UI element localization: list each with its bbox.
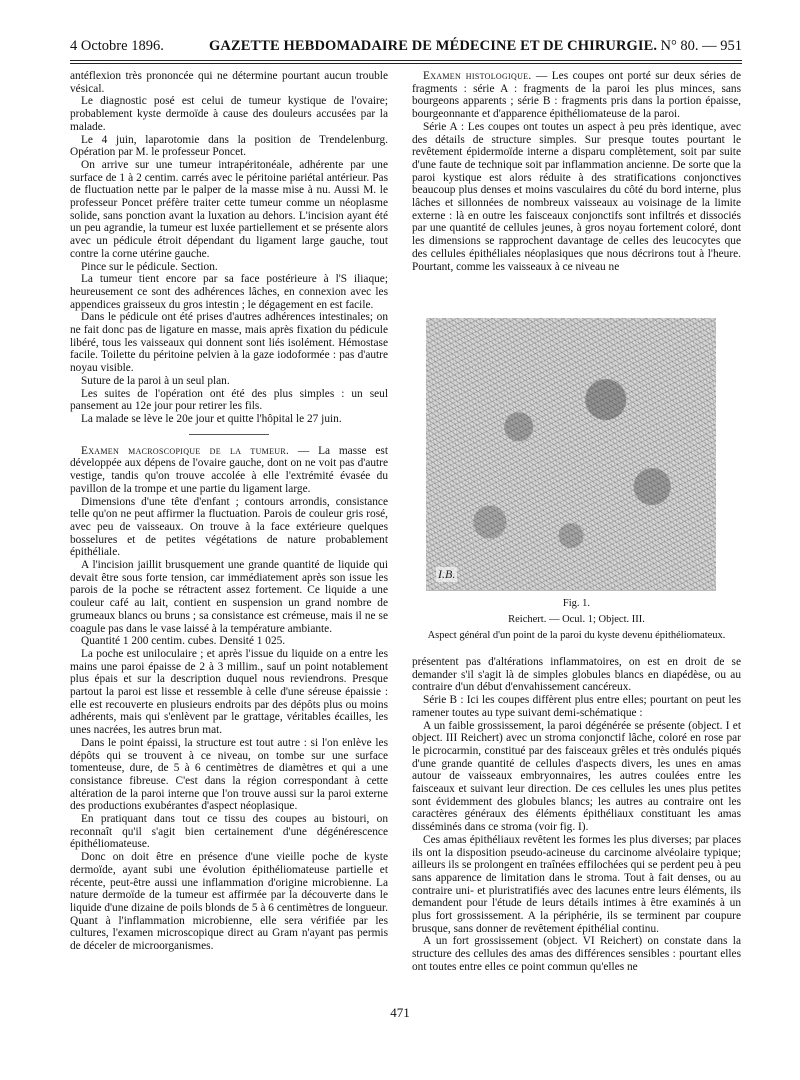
paragraph: Suture de la paroi à un seul plan. bbox=[81, 374, 230, 387]
paragraph: Ces amas épithéliaux revêtent les formes les plus diverses; par places ils ont la disposition pseudo-acineuse du carcinome alvéolaire typique; ailleurs ils se prolongent en traînées effilochées qui se perdent peu à peu sans apparence de limitation dans le stroma. Tout à fait denses, ou au contraire uni- et pluristratifiés avec des lacunes entre leurs éléments, ils demandent pour l'étude de leurs détails intimes à être examinés à un plus fort grossissement. A la périphérie, ils se terminent par coupure brusque, sans donner de revêtement épithélial continu. bbox=[412, 833, 741, 935]
paragraph: Dans le point épaissi, la structure est tout autre : si l'on enlève les dépôts qui se trouvent à ce niveau, on tombe sur une surface tomenteuse, dure, de 5 à 6 centimètres de diamètres et qui a une consistance fibreuse. C'est dans la région correspondant à cette altération de la paroi interne que l'on trouve aussi sur la paroi externe des productions exubérantes d'aspect néoplasique. bbox=[70, 736, 388, 813]
paragraph: En pratiquant dans tout ce tissu des coupes au bistouri, on reconnaît qu'il s'agit bien certainement d'une dégénérescence épithéliomateuse. bbox=[70, 813, 388, 851]
header-rule-top bbox=[70, 60, 742, 61]
section-text: — La masse est développée aux dépens de l'ovaire gauche, dont on ne voit pas d'autre vestige, tandis qu'on trouve accolée à elle l'extrémité évasée du pavillon de la trompe et une partie du ligament large. bbox=[70, 444, 388, 495]
paragraph: La tumeur tient encore par sa face postérieure à l'S iliaque; heureusement ce sont des adhérences lâches, en connexion avec les appendices graisseux du gros intestin ; le dégagement en est facile. bbox=[70, 273, 388, 311]
paragraph: Quantité 1 200 centim. cubes. Densité 1 025. bbox=[81, 635, 286, 648]
section-paragraph bbox=[412, 70, 741, 121]
paragraph: Dans le pédicule ont été prises d'autres adhérences intestinales; on ne fait donc pas de ligature en masse, mais après fixation du pédicule libéré, tous les vaisseaux qui donnent sont liés isolément. Hémostase facile. Toilette du péritoine pelvien à la gaze iodoformée : pas d'autre noyau visible. bbox=[70, 311, 388, 375]
figure-label: Fig. 1. bbox=[562, 598, 591, 609]
paragraph: La poche est uniloculaire ; et après l'issue du liquide on a entre les mains une paroi épaisse de 2 à 3 millim., sauf un point notablement plus épais et sur la description duquel nous reviendrons. Presque partout la paroi est lisse et ressemble à celle d'une séreuse épaissie : elle est recouverte en plusieurs endroits par des dépôts plus ou moins adhérents, mais qui s'enlèvent par le grattage, véritables écailles, les unes nacrées, les autres brun mat. bbox=[70, 647, 388, 737]
journal-title: GAZETTE HEBDOMADAIRE DE MÉDECINE ET DE CHIRURGIE. bbox=[209, 38, 658, 54]
figure-objective: Reichert. — Ocul. 1; Object. III. bbox=[508, 614, 645, 625]
figure-caption: Aspect général d'un point de la paroi du kyste devenu épithéliomateux. bbox=[427, 630, 726, 641]
figure-signature: I.B. bbox=[438, 567, 456, 581]
paragraph: Donc on doit être en présence d'une vieille poche de kyste dermoïde, ayant subi une évolution épithéliomateuse partielle et récente, peut-être aussi une inflammation d'origine microbienne. La nature dermoïde de la tumeur est affirmée par la découverte dans le liquide d'une dizaine de poils blonds de 5 à 6 centimètres de longueur. Quant à l'inflammation microbienne, elle sera vérifiée par les cultures, l'examen microscopique direct au Gram n'ayant pas permis de déceler de microorganismes. bbox=[70, 851, 389, 953]
header-rule-bottom bbox=[70, 63, 742, 64]
section-heading: Examen macroscopique de la tumeur. bbox=[81, 444, 290, 457]
paragraph: Le 4 juin, laparotomie dans la position de Trendelenburg. Opération par M. le professeur Poncet. bbox=[70, 133, 388, 159]
paragraph: Le diagnostic posé est celui de tumeur kystique de l'ovaire; probablement kyste dermoïde à cause des douleurs accusées par la malade. bbox=[70, 95, 388, 133]
left-column bbox=[70, 70, 388, 953]
paragraph: A un faible grossissement, la paroi dégénérée se présente (object. I et object. III Reichert) avec un stroma conjonctif lâche, coloré en rose par le picrocarmin, constitué par des faisceaux grêles et très ondulés piqués d'une grande quantité de cellules d'aspects divers, les unes en amas autour de vaisseaux embryonnaires, les autres coulées entre les faisceaux et suivant leur direction. De ces cellules les unes plus petites sont évidemment des globules blancs; les autres au contraire ont les caractères généraux des éléments épithéliaux constituant les amas disséminés dans ce stroma (voir fig. I). bbox=[412, 719, 741, 834]
section-paragraph bbox=[70, 445, 388, 496]
paragraph: Série A : Les coupes ont toutes un aspect à peu près identique, avec des détails de structure simples. Sur presque toutes pourtant le revêtement épidermoïde interne a disparu complètement, soit par suite d'une faute de technique soit par inflammation ancienne. De sorte que la paroi kystique est alors réduite à des stratifications conjonctives beaucoup plus denses et moins vasculaires du côté du bord interne, plus lâches et sillonnées de nombreux vaisseaux au voisinage de la limite externe : là en outre les faisceaux conjonctifs sont infiltrés et dissociés par une quantité de cellules jeunes, à gros noyau fortement coloré, dont les dimensions se rapprochent davantage de celles des leucocytes que des cellules épithéliales néoplasiques que nous décrirons tout à l'heure. Pourtant, comme les vaisseaux à ce niveau ne bbox=[412, 120, 741, 273]
paragraph: A l'incision jaillit brusquement une grande quantité de liquide qui devait être sous forte tension, car immédiatement après son issue les parois de la poche se rétractent assez fortement. Ce liquide a une couleur café au lait, contient en suspension un grand nombre de grumeaux blancs ou bruns ; sa consistance est crémeuse, mais il ne se coagule pas dans le vase laissé à la température ambiante. bbox=[70, 559, 388, 635]
paragraph: présentent pas d'altérations inflammatoires, on est en droit de se demander s'il s'agit là de simples globules blancs en diapédèse, ou au contraire d'un début d'envahissement cancéreux. bbox=[412, 656, 741, 694]
paragraph: Dimensions d'une tête d'enfant ; contours arrondis, consistance telle qu'on ne peut affirmer la fluctuation. Parois de couleur gris rosé, avec peu de vaisseaux. On trouve à la face extérieure quelques bosselures et de petites végétations de nature probablement épithéliale. bbox=[70, 495, 388, 559]
paragraph: La malade se lève le 20e jour et quitte l'hôpital le 27 juin. bbox=[81, 412, 342, 425]
right-column-bottom bbox=[412, 656, 741, 974]
paragraph: On arrive sur une tumeur intrapéritonéale, adhérente par une surface de 1 à 2 centim. carrés avec le péritoine pariétal antérieur. Pas de fluctuation nette par le palper de la masse mise à nu. Aussi M. le professeur Poncet préfère traiter cette tumeur comme un néoplasme solide, sans ponction avant la luxation au dehors. L'incision ayant été un peu agrandie, la tumeur est luxée partiellement et se présente alors avec un pédicule étroit dépendant du ligament large gauche, tout contre la corne utérine gauche. bbox=[70, 158, 388, 260]
paragraph: Les suites de l'opération ont été des plus simples : un seul pansement au 12e jour pour retirer les fils. bbox=[70, 387, 388, 413]
section-separator bbox=[189, 434, 269, 435]
paragraph: A un fort grossissement (object. VI Reichert) on constate dans la structure des cellules des amas des différences sensibles : pourtant elles ont toutes entre elles ce point commun qu'elles ne bbox=[412, 935, 741, 973]
page-header bbox=[70, 38, 742, 60]
section-heading: Examen histologique. bbox=[423, 70, 532, 82]
header-date: 4 Octobre 1896. bbox=[70, 38, 164, 54]
page-number: 471 bbox=[390, 1005, 410, 1020]
histology-figure bbox=[426, 318, 716, 591]
paragraph: Série B : Ici les coupes diffèrent plus entre elles; pourtant on peut les ramener toutes au type suivant demi-schématique : bbox=[412, 694, 741, 719]
paragraph: antéflexion très prononcée qui ne détermine pourtant aucun trouble vésical. bbox=[70, 70, 388, 95]
right-column-top bbox=[412, 70, 741, 273]
section-text: — Les coupes ont porté sur deux séries de fragments : série A : fragments de la paroi les plus minces, sans bourgeons apparents ; série B : fragments pris dans la portion épaisse, bourgeonnante et d'apparence épithéliomateuse de la paroi. bbox=[412, 70, 741, 121]
paragraph: Pince sur le pédicule. Section. bbox=[81, 260, 218, 273]
issue-page-number: N° 80. — 951 bbox=[660, 38, 742, 54]
